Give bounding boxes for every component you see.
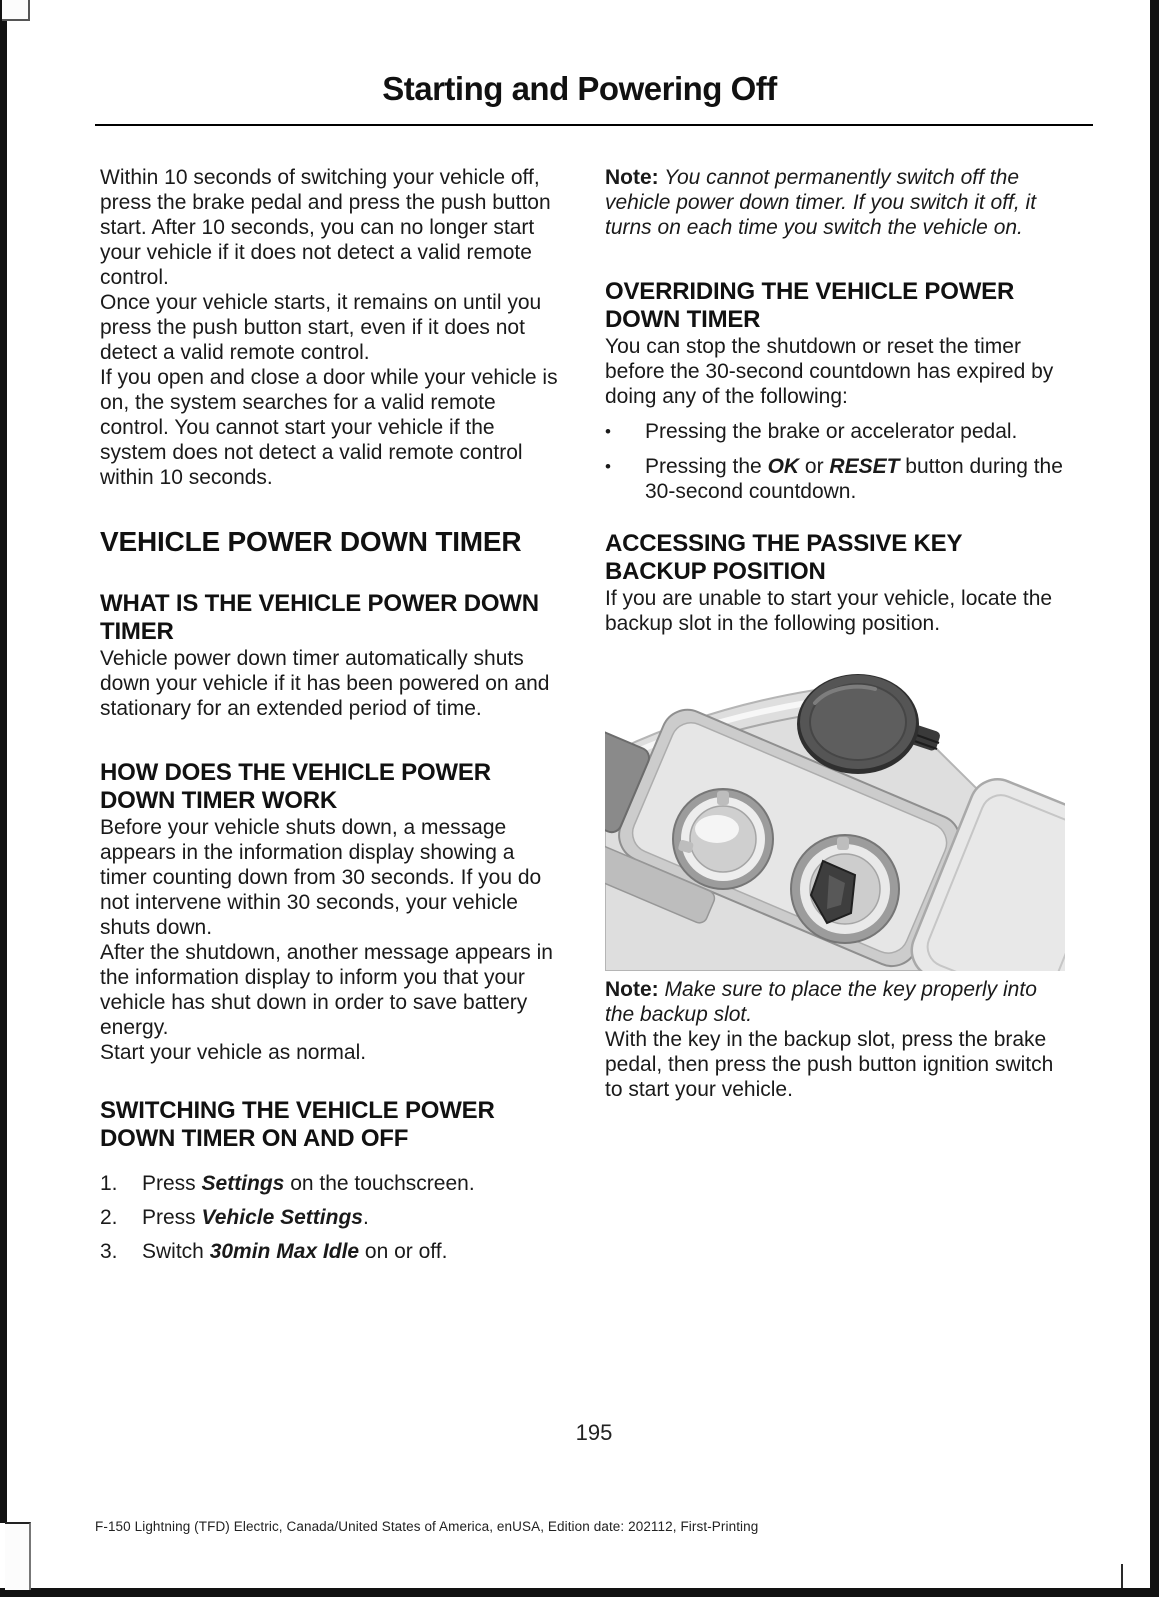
- paragraph: Vehicle power down timer automatically shuts down your vehicle if it has been powered on and stationary for an extended period of time.: [100, 647, 550, 720]
- scan-corner-notch-bottom-left: [5, 1522, 31, 1590]
- step-item: [100, 1239, 560, 1264]
- cup-holder-front: [673, 789, 773, 889]
- cup-holder-backup-slot: [791, 835, 899, 943]
- paragraph: Start your vehicle as normal.: [100, 1041, 367, 1064]
- ui-reference: RESET: [829, 455, 900, 478]
- step-text-pre: Press: [142, 1172, 202, 1195]
- left-column: [100, 165, 560, 1273]
- scan-corner-notch-top-left: [2, 0, 30, 21]
- paragraph: With the key in the backup slot, press the brake pedal, then press the push button ignition switch to start your vehicle.: [605, 1028, 1054, 1101]
- bullet-text-pre: Pressing the brake or accelerator pedal.: [645, 420, 1018, 443]
- bullet-marker: •: [605, 457, 611, 476]
- step-text-post: on the touchscreen.: [284, 1172, 475, 1195]
- step-text-post: .: [362, 1206, 369, 1229]
- bullet-text-pre: Pressing the: [645, 455, 768, 478]
- step-text: [142, 1239, 560, 1264]
- ui-reference: Settings: [201, 1172, 285, 1195]
- step-text-pre: Press: [142, 1206, 202, 1229]
- section-heading-vehicle-power-down-timer: VEHICLE POWER DOWN TIMER: [100, 526, 522, 557]
- scan-border-bottom: [0, 1588, 1159, 1597]
- ui-reference: OK: [767, 455, 800, 478]
- step-text-post: on or off.: [359, 1240, 448, 1263]
- subheading-how-does-timer-work: HOW DOES THE VEHICLE POWER DOWN TIMER WORK: [100, 759, 491, 814]
- scan-border-left: [0, 0, 7, 1523]
- step-text: [142, 1205, 560, 1230]
- step-text-pre: Switch: [142, 1240, 210, 1263]
- page-title: Starting and Powering Off: [382, 70, 777, 107]
- page-footer-text: F-150 Lightning (TFD) Electric, Canada/United States of America, enUSA, Edition date: 202112, First-Printing: [95, 1519, 759, 1534]
- bullet-text: [645, 454, 1065, 504]
- bullet-item: [605, 454, 1065, 504]
- bullet-item: [605, 419, 1065, 444]
- subheading-what-is-timer: WHAT IS THE VEHICLE POWER DOWN TIMER: [100, 590, 539, 645]
- note-text: You cannot permanently switch off the vehicle power down timer. If you switch it off, it turns on each time you switch the vehicle on.: [605, 166, 1037, 239]
- right-column: [605, 165, 1065, 1102]
- ui-reference: 30min Max Idle: [209, 1240, 360, 1263]
- bullet-text-post: button during the 30-second countdown.: [645, 455, 1063, 503]
- paragraph: If you are unable to start your vehicle, locate the backup slot in the following position.: [605, 587, 1053, 635]
- registration-tick-mark: [1121, 1564, 1123, 1588]
- paragraph: After the shutdown, another message appears in the information display to inform you that your vehicle has shut down in order to save battery energy.: [100, 941, 553, 1039]
- ui-reference: Vehicle Settings: [201, 1206, 363, 1229]
- bullet-marker: •: [605, 422, 611, 441]
- step-number: 1.: [100, 1172, 118, 1195]
- step-item: [100, 1171, 560, 1196]
- numbered-step-list: [100, 1171, 560, 1264]
- paragraph: Once your vehicle starts, it remains on until you press the push button start, even if it does not detect a valid remote control.: [100, 291, 542, 364]
- title-divider-rule: [95, 124, 1093, 126]
- paragraph: Before your vehicle shuts down, a message appears in the information display showing a timer counting down from 30 seconds. If you do not intervene within 30 seconds, your vehicle shuts down.: [100, 816, 542, 939]
- bullet-text-mid: or: [799, 455, 830, 478]
- subheading-switching-timer-on-off: SWITCHING THE VEHICLE POWER DOWN TIMER ON AND OFF: [100, 1097, 495, 1152]
- paragraph: If you open and close a door while your vehicle is on, the system searches for a valid remote control. You cannot start your vehicle if the system does not detect a valid remote control within 10 seconds.: [100, 366, 558, 489]
- note-label: Note:: [605, 978, 659, 1001]
- console-backup-slot-image: [605, 661, 1065, 971]
- subheading-overriding-timer: OVERRIDING THE VEHICLE POWER DOWN TIMER: [605, 278, 1015, 333]
- paragraph: Within 10 seconds of switching your vehicle off, press the brake pedal and press the push button start. After 10 seconds, you can no longer start your vehicle if it does not detect a valid remote control.: [100, 166, 551, 289]
- step-text: [142, 1171, 560, 1196]
- bullet-list: [605, 419, 1065, 504]
- bullet-text: [645, 419, 1065, 444]
- note-text: Make sure to place the key properly into the backup slot.: [605, 978, 1037, 1026]
- note-label: Note:: [605, 166, 659, 189]
- page-number: 195: [575, 1420, 613, 1445]
- step-number: 3.: [100, 1240, 118, 1263]
- step-number: 2.: [100, 1206, 118, 1229]
- note-paragraph: [605, 977, 1065, 1027]
- subheading-accessing-passive-key: ACCESSING THE PASSIVE KEY BACKUP POSITION: [605, 530, 962, 585]
- note-paragraph: [605, 165, 1065, 240]
- paragraph: You can stop the shutdown or reset the timer before the 30-second countdown has expired by doing any of the following:: [605, 335, 1054, 408]
- scan-border-right: [1150, 0, 1159, 1597]
- step-item: [100, 1205, 560, 1230]
